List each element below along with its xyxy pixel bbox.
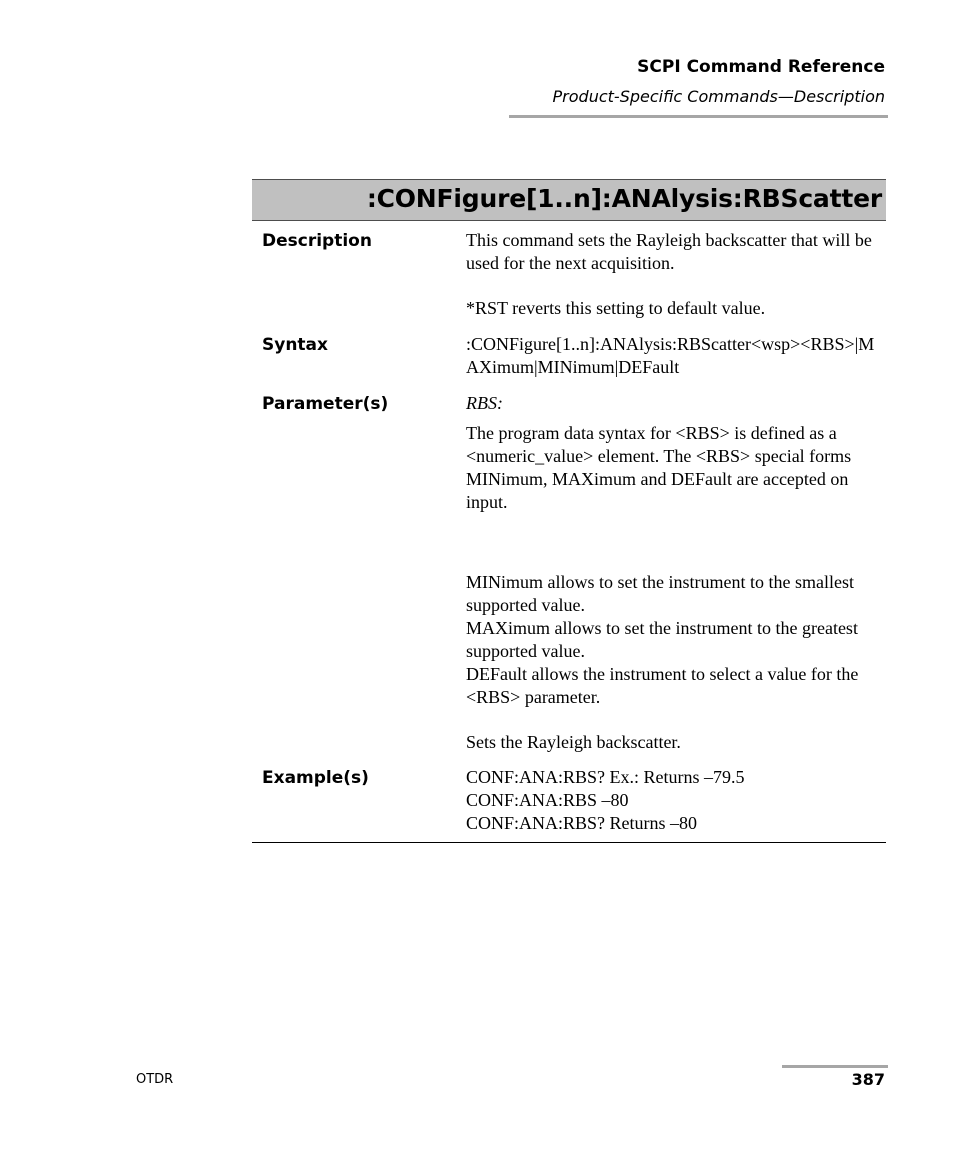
description-body bbox=[466, 229, 886, 320]
parameter-definition: The program data syntax for <RBS> is defined as a <numeric_value> element. The <RBS> special forms MINimum, MAXimum and DEFault are accepted on input. bbox=[466, 423, 852, 512]
command-title: :CONFigure[1..n]:ANAlysis:RBScatter bbox=[366, 184, 882, 213]
examples-body bbox=[466, 766, 886, 835]
parameter-maximum: MAXimum allows to set the instrument to the greatest supported value. bbox=[466, 618, 858, 661]
page-number: 387 bbox=[851, 1070, 885, 1089]
command-title-bar bbox=[252, 179, 886, 221]
footer-product: OTDR bbox=[136, 1072, 174, 1087]
running-header-title: SCPI Command Reference bbox=[637, 57, 885, 77]
description-rst-note: *RST reverts this setting to default value. bbox=[466, 298, 766, 318]
syntax-label: Syntax bbox=[262, 335, 328, 355]
footer-rule bbox=[782, 1065, 888, 1068]
syntax-body bbox=[466, 333, 876, 379]
table-bottom-rule bbox=[252, 842, 886, 843]
parameter-name: RBS: bbox=[466, 393, 503, 413]
parameters-label: Parameter(s) bbox=[262, 394, 389, 414]
syntax-text: :CONFigure[1..n]:ANAlysis:RBScatter<wsp><RBS>|MAXimum|MINimum|DEFault bbox=[466, 334, 875, 377]
description-text: This command sets the Rayleigh backscatter that will be used for the next acquisition. bbox=[466, 230, 872, 273]
description-label: Description bbox=[262, 231, 372, 251]
examples-label: Example(s) bbox=[262, 768, 369, 788]
header-rule bbox=[509, 115, 888, 118]
example-line: CONF:ANA:RBS? Returns –80 bbox=[466, 813, 698, 833]
example-line: CONF:ANA:RBS –80 bbox=[466, 790, 629, 810]
parameters-body bbox=[466, 392, 886, 754]
example-line: CONF:ANA:RBS? Ex.: Returns –79.5 bbox=[466, 767, 745, 787]
parameter-default: DEFault allows the instrument to select a value for the <RBS> parameter. bbox=[466, 664, 859, 707]
running-header-subtitle: Product-Specific Commands—Description bbox=[552, 87, 885, 106]
parameter-summary: Sets the Rayleigh backscatter. bbox=[466, 732, 681, 752]
parameter-minimum: MINimum allows to set the instrument to the smallest supported value. bbox=[466, 572, 854, 615]
